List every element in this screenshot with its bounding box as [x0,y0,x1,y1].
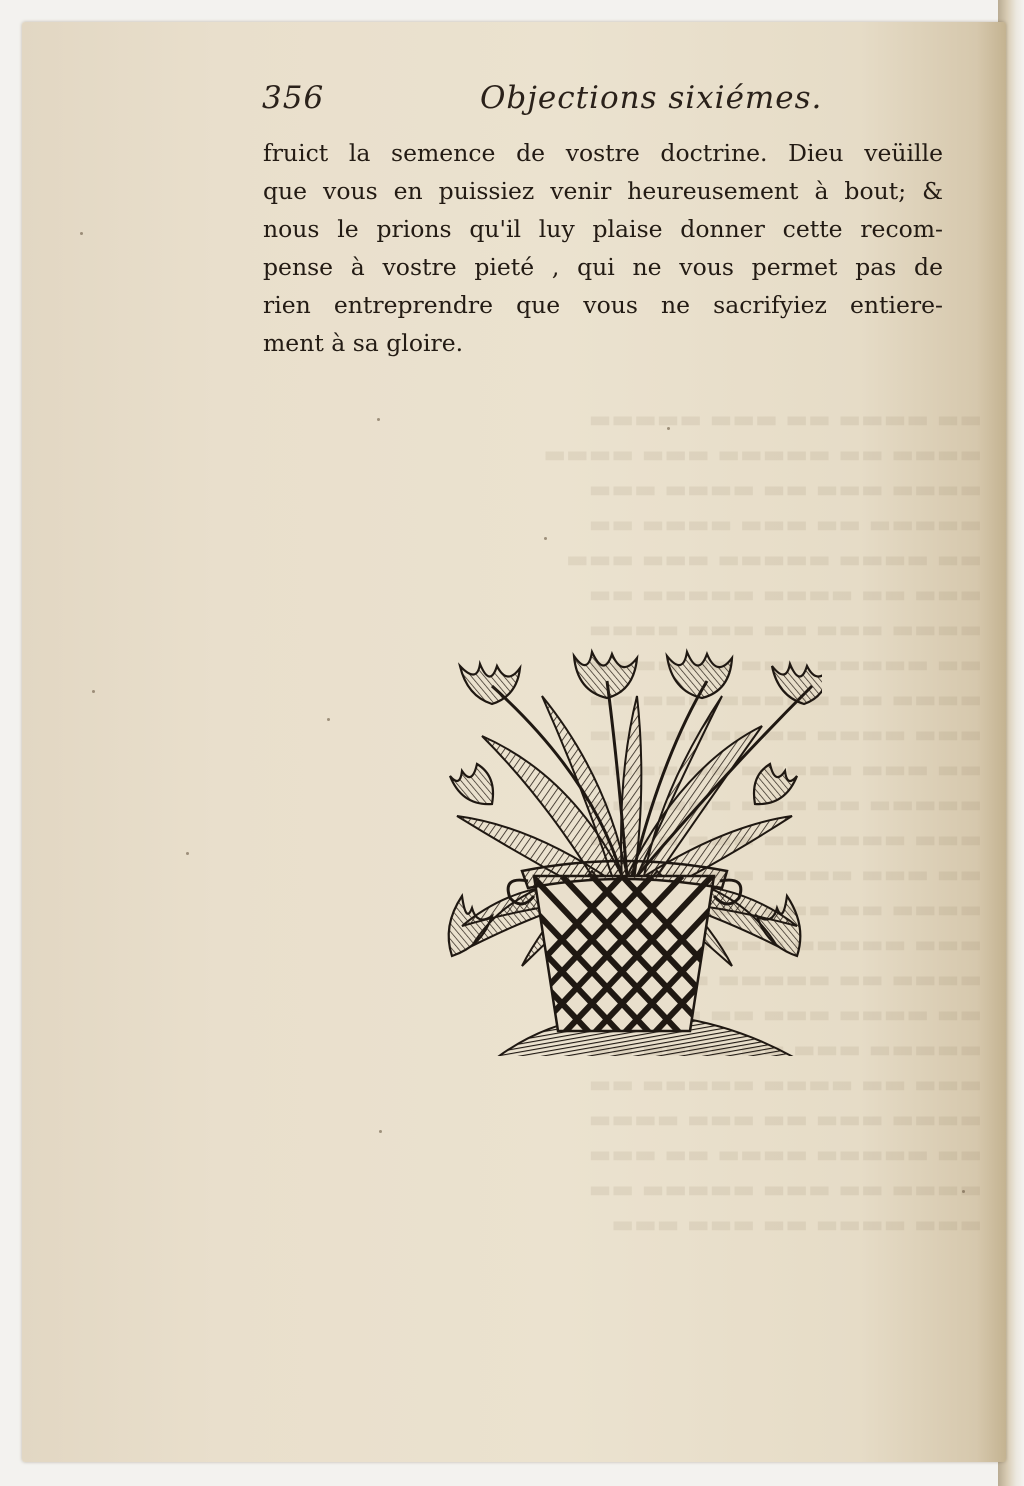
text-line: fruict la semence de vostre doctrine. Dieu veüille [263,139,943,167]
paper-speck [544,537,547,540]
bleed-through-texture: ▬▬ ▬▬▬▬ ▬▬ ▬▬▬ ▬▬▬▬▬ ▬▬▬▬ ▬▬ ▬▬▬▬▬ ▬▬▬ ▬▬▬▬ ▬▬▬▬ ▬▬▬ ▬▬ ▬▬▬▬ ▬▬▬ ▬▬▬▬▬ ▬▬ ▬▬▬ ▬▬▬▬ ▬▬ ▬▬ ▬▬▬▬ ▬▬▬▬▬ ▬▬▬ ▬▬▬ ▬▬▬ ▬▬ ▬▬▬▬ ▬▬▬▬▬ ▬▬ ▬▬▬▬ ▬▬▬ ▬▬ ▬▬▬ ▬▬▬▬ ▬▬ ▬▬▬▬▬ ▬▬▬ ▬▬▬▬ ▬▬ ▬▬▬▬▬ ▬▬▬ ▬▬ ▬▬▬ ▬▬▬▬ ▬▬ ▬▬▬▬ ▬▬▬ ▬▬ ▬▬▬ ▬▬▬▬▬ ▬▬▬▬▬ ▬▬ ▬▬▬ ▬▬ ▬▬▬ ▬▬▬▬ ▬▬ ▬▬ ▬▬▬ ▬▬▬▬ ▬▬▬▬ ▬▬ ▬▬▬ ▬▬▬ ▬▬▬▬▬ ▬▬▬ ▬▬▬▬ ▬▬ ▬▬▬▬▬ ▬▬ ▬▬▬▬ ▬▬▬ ▬▬ ▬▬▬▬▬ ▬▬▬ ▬▬▬ ▬▬ ▬▬▬▬ ▬▬▬▬▬ ▬▬ ▬▬▬▬ ▬▬▬ ▬▬ ▬▬▬ ▬▬▬▬ ▬▬ ▬▬▬▬▬ ▬▬▬▬ ▬▬ ▬▬▬ ▬▬▬▬ ▬▬ ▬▬▬ ▬▬▬▬▬ ▬▬ ▬▬▬ ▬▬▬▬ ▬▬ ▬▬▬ ▬▬▬ [543,405,982,1238]
text-line: pense à vostre pieté , qui ne vous permet pas de [263,253,943,281]
text-line: ment à sa gloire. [263,329,464,357]
paper-speck [377,418,380,421]
paper-speck [379,1130,382,1133]
paper-speck [327,718,330,721]
paper-speck [186,852,189,855]
flower-basket-woodcut-icon [422,626,822,1056]
paper-speck [667,427,670,430]
paper-speck [80,232,83,235]
running-title: Objections sixiémes. [480,80,823,116]
paper-speck [92,690,95,693]
text-line: rien entreprendre que vous ne sacrifyiez entiere- [263,291,943,319]
body-paragraph [263,134,943,362]
paper-speck [962,1190,965,1193]
running-head [262,80,962,140]
text-line: que vous en puissiez venir heureusement à bout; & [263,177,943,205]
page-number: 356 [262,80,325,116]
text-line: nous le prions qu'il luy plaise donner cette recom- [263,215,943,243]
